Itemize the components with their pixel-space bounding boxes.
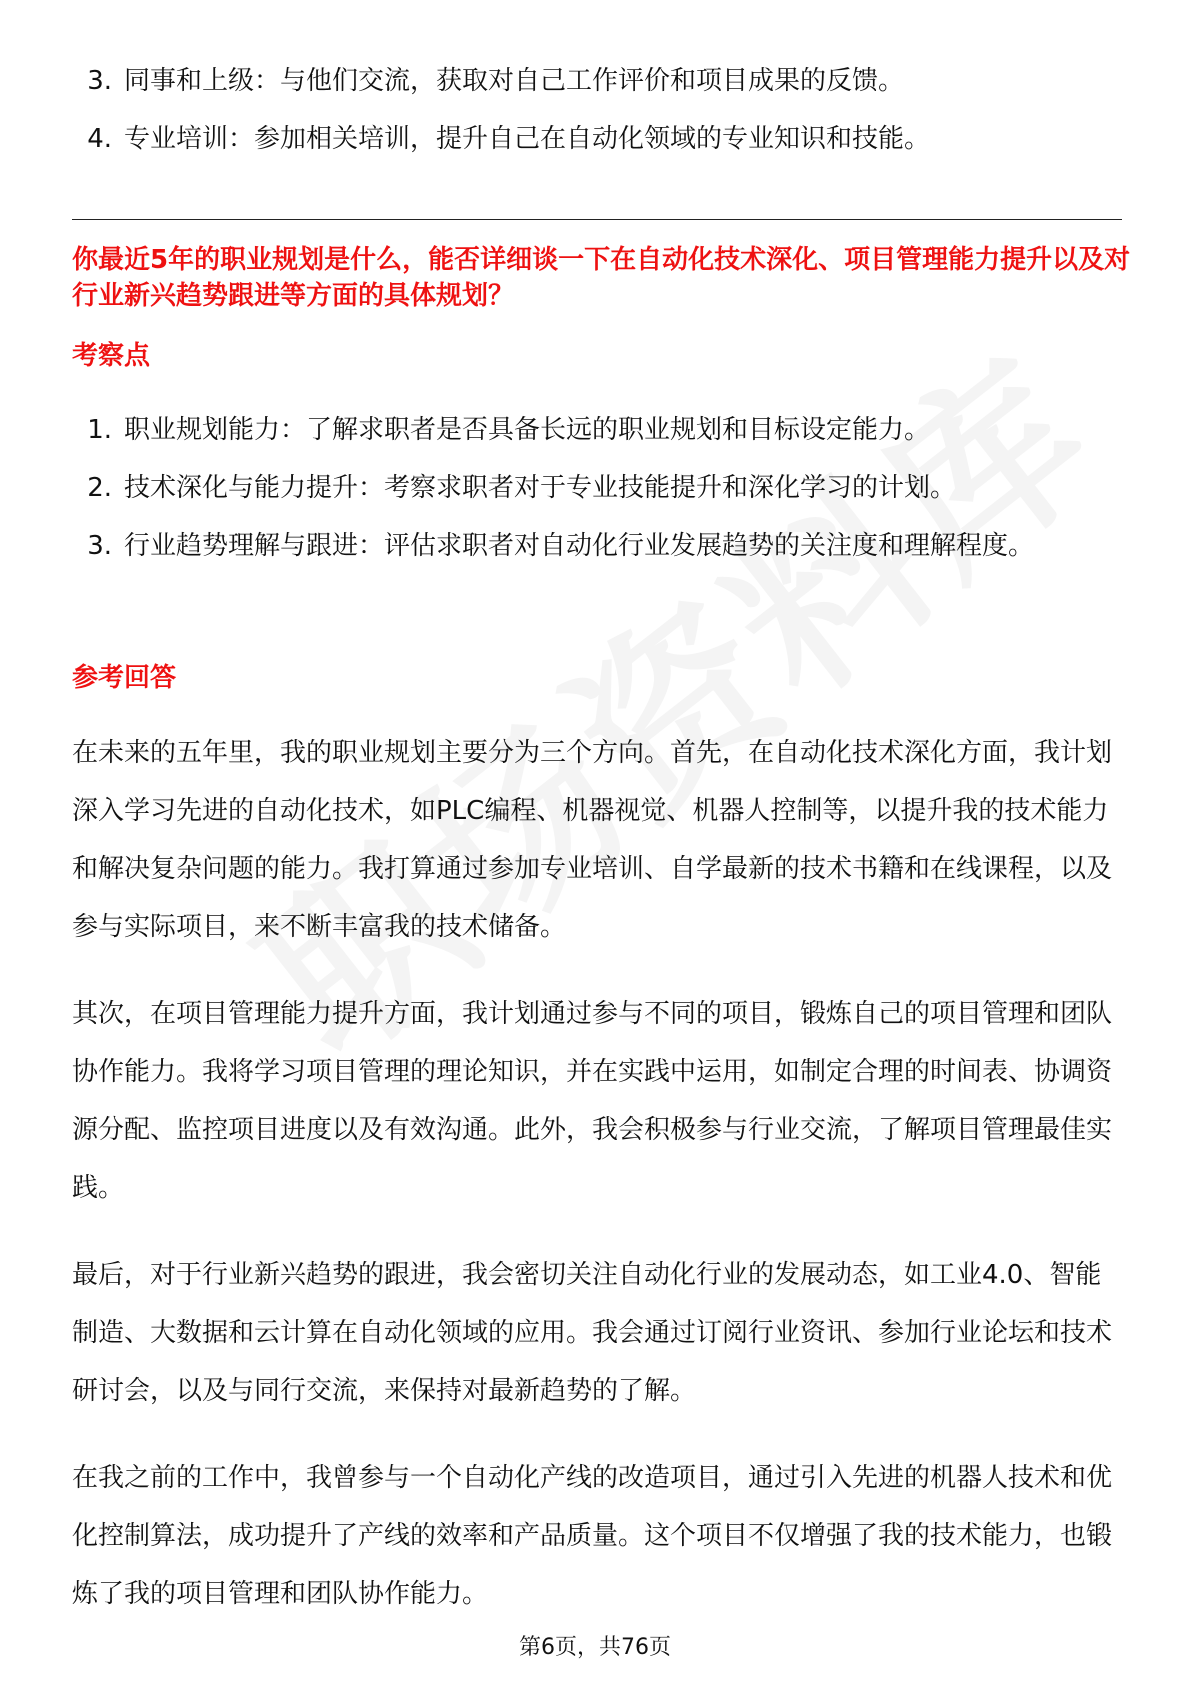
page-footer: 第6页，共76页 xyxy=(519,1635,671,1660)
list-number: 4. xyxy=(87,124,112,154)
feedback-list xyxy=(72,52,1132,168)
assessment-points-list xyxy=(72,401,1132,575)
list-item xyxy=(72,517,1132,575)
assessment-points-heading: 考察点 xyxy=(72,341,151,371)
answer-paragraph: 其次，在项目管理能力提升方面，我计划通过参与不同的项目，锻炼自己的项目管理和团队协作能力。我将学习项目管理的理论知识，并在实践中运用，如制定合理的时间表、协调资源分配、监控项目进度以及有效沟通。此外，我会积极参与行业交流，了解项目管理最佳实践。 xyxy=(72,999,1113,1203)
reference-answer-heading: 参考回答 xyxy=(72,663,177,693)
list-item xyxy=(72,52,1132,110)
list-item xyxy=(72,401,1132,459)
list-item xyxy=(72,459,1132,517)
list-text: 职业规划能力：了解求职者是否具备长远的职业规划和目标设定能力。 xyxy=(124,415,931,445)
answer-paragraph: 在未来的五年里，我的职业规划主要分为三个方向。首先，在自动化技术深化方面，我计划深入学习先进的自动化技术，如PLC编程、机器视觉、机器人控制等，以提升我的技术能力和解决复杂问题的能力。我打算通过参加专业培训、自学最新的技术书籍和在线课程，以及参与实际项目，来不断丰富我的技术储备。 xyxy=(72,738,1113,942)
list-item xyxy=(72,110,1132,168)
list-text: 行业趋势理解与跟进：评估求职者对自动化行业发展趋势的关注度和理解程度。 xyxy=(124,531,1035,561)
list-number: 1. xyxy=(87,415,112,445)
list-text: 同事和上级：与他们交流，获取对自己工作评价和项目成果的反馈。 xyxy=(124,66,905,96)
list-number: 3. xyxy=(87,66,112,96)
answer-paragraph: 最后，对于行业新兴趋势的跟进，我会密切关注自动化行业的发展动态，如工业4.0、智能制造、大数据和云计算在自动化领域的应用。我会通过订阅行业资讯、参加行业论坛和技术研讨会，以及与同行交流，来保持对最新趋势的了解。 xyxy=(72,1260,1113,1406)
list-number: 3. xyxy=(87,531,112,561)
answer-paragraph: 在我之前的工作中，我曾参与一个自动化产线的改造项目，通过引入先进的机器人技术和优化控制算法，成功提升了产线的效率和产品质量。这个项目不仅增强了我的技术能力，也锻炼了我的项目管理和团队协作能力。 xyxy=(72,1463,1113,1609)
list-text: 技术深化与能力提升：考察求职者对于专业技能提升和深化学习的计划。 xyxy=(124,473,957,503)
list-number: 2. xyxy=(87,473,112,503)
section-divider xyxy=(72,219,1122,220)
list-text: 专业培训：参加相关培训，提升自己在自动化领域的专业知识和技能。 xyxy=(124,124,931,154)
question-heading: 你最近5年的职业规划是什么，能否详细谈一下在自动化技术深化、项目管理能力提升以及对行业新兴趋势跟进等方面的具体规划？ xyxy=(72,245,1131,311)
